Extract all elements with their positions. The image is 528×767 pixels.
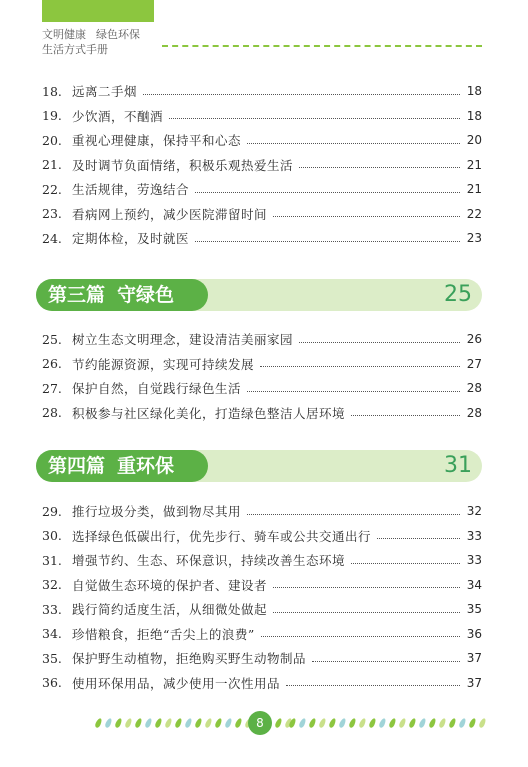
toc-entry[interactable] <box>42 177 482 202</box>
dot-leader <box>247 391 460 392</box>
entry-page: 37 <box>466 675 482 690</box>
section-header-3[interactable] <box>36 279 482 311</box>
dot-leader <box>273 612 460 613</box>
leaf-icon <box>224 717 233 728</box>
toc-entry[interactable] <box>42 79 482 104</box>
toc-entry[interactable] <box>42 202 482 227</box>
entry-title: 保护自然，自觉践行绿色生活 <box>72 381 242 397</box>
entry-page: 23 <box>466 231 482 246</box>
leaf-icon <box>398 717 407 728</box>
leaf-icon <box>298 717 307 728</box>
dot-leader <box>351 415 460 416</box>
page-number: 8 <box>248 711 272 735</box>
section-name: 重环保 <box>117 455 175 477</box>
entry-title: 自觉做生态环境的保护者、建设者 <box>72 577 268 593</box>
entry-title: 看病网上预约，减少医院滞留时间 <box>72 206 268 222</box>
entry-page: 27 <box>466 356 482 371</box>
entry-number: 32. <box>42 577 62 593</box>
entry-number: 21. <box>42 157 62 173</box>
leaf-icon <box>348 717 357 728</box>
entry-number: 25. <box>42 331 62 347</box>
leaf-icon <box>184 717 193 728</box>
header-line1-a: 文明健康 <box>42 28 86 41</box>
running-header <box>42 27 140 57</box>
entry-number: 24. <box>42 230 62 246</box>
header-line1-b: 绿色环保 <box>96 28 140 41</box>
dot-leader <box>312 661 460 662</box>
footer-vine-right <box>290 715 485 731</box>
entry-page: 34 <box>466 577 482 592</box>
entry-page: 28 <box>466 405 482 420</box>
leaf-icon <box>214 717 223 728</box>
toc-entry[interactable] <box>42 548 482 573</box>
entry-number: 26. <box>42 356 62 372</box>
entry-page: 21 <box>466 182 482 197</box>
dot-leader <box>351 563 460 564</box>
entry-page: 18 <box>466 84 482 99</box>
entry-page: 37 <box>466 651 482 666</box>
toc-group-green <box>42 327 482 425</box>
dot-leader <box>195 241 460 242</box>
toc-entry[interactable] <box>42 499 482 524</box>
toc-entry[interactable] <box>42 597 482 622</box>
leaf-icon <box>134 717 143 728</box>
leaf-icon <box>408 717 417 728</box>
leaf-icon <box>468 717 477 728</box>
entry-page: 32 <box>466 504 482 519</box>
entry-page: 33 <box>466 528 482 543</box>
entry-number: 18. <box>42 83 62 99</box>
entry-number: 29. <box>42 503 62 519</box>
toc-entry[interactable] <box>42 226 482 251</box>
toc-entry[interactable] <box>42 646 482 671</box>
toc-entry[interactable] <box>42 104 482 129</box>
entry-title: 远离二手烟 <box>72 84 138 100</box>
toc-entry[interactable] <box>42 622 482 647</box>
entry-page: 22 <box>466 206 482 221</box>
toc-entry[interactable] <box>42 524 482 549</box>
toc-entry[interactable] <box>42 352 482 377</box>
entry-page: 28 <box>466 381 482 396</box>
leaf-icon <box>174 717 183 728</box>
section-label <box>36 279 208 311</box>
dot-leader <box>143 94 460 95</box>
entry-number: 23. <box>42 206 62 222</box>
leaf-icon <box>114 717 123 728</box>
toc-entry[interactable] <box>42 401 482 426</box>
toc-entry[interactable] <box>42 327 482 352</box>
toc-entry[interactable] <box>42 153 482 178</box>
dot-leader <box>286 685 460 686</box>
dot-leader <box>377 538 460 539</box>
section-page: 31 <box>444 453 472 478</box>
leaf-icon <box>368 717 377 728</box>
entry-page: 36 <box>466 626 482 641</box>
entry-title: 定期体检，及时就医 <box>72 231 190 247</box>
leaf-icon <box>124 717 133 728</box>
entry-number: 30. <box>42 528 62 544</box>
entry-title: 选择绿色低碳出行，优先步行、骑车或公共交通出行 <box>72 528 372 544</box>
entry-number: 27. <box>42 380 62 396</box>
entry-title: 节约能源资源，实现可持续发展 <box>72 356 255 372</box>
entry-title: 生活规律，劳逸结合 <box>72 182 190 198</box>
header-line2: 生活方式手册 <box>42 43 108 56</box>
entry-page: 18 <box>466 108 482 123</box>
leaf-icon <box>94 717 103 728</box>
entry-number: 36. <box>42 675 62 691</box>
dot-leader <box>247 514 460 515</box>
entry-number: 31. <box>42 552 62 568</box>
dot-leader <box>299 167 460 168</box>
leaf-icon <box>338 717 347 728</box>
entry-number: 35. <box>42 650 62 666</box>
leaf-icon <box>428 717 437 728</box>
dot-leader <box>195 192 460 193</box>
entry-title: 增强节约、生态、环保意识，持续改善生态环境 <box>72 553 346 569</box>
leaf-icon <box>388 717 397 728</box>
entry-title: 少饮酒，不酗酒 <box>72 108 164 124</box>
entry-title: 重视心理健康，保持平和心态 <box>72 133 242 149</box>
dot-leader <box>299 342 460 343</box>
section-part: 第四篇 <box>48 455 106 477</box>
section-part: 第三篇 <box>48 284 106 306</box>
header-color-bar <box>42 0 154 22</box>
leaf-icon <box>308 717 317 728</box>
entry-title: 及时调节负面情绪，积极乐观热爱生活 <box>72 157 294 173</box>
toc-entry[interactable] <box>42 573 482 598</box>
dot-leader <box>273 587 460 588</box>
entry-page: 33 <box>466 553 482 568</box>
entry-number: 28. <box>42 405 62 421</box>
leaf-icon <box>288 717 297 728</box>
entry-page: 26 <box>466 332 482 347</box>
dot-leader <box>169 118 460 119</box>
entry-title: 树立生态文明理念，建设清洁美丽家园 <box>72 332 294 348</box>
section-label <box>36 450 208 482</box>
leaf-icon <box>358 717 367 728</box>
leaf-icon <box>378 717 387 728</box>
entry-title: 保护野生动植物，拒绝购买野生动物制品 <box>72 651 307 667</box>
leaf-icon <box>154 717 163 728</box>
dot-leader <box>273 216 460 217</box>
entry-title: 使用环保用品，减少使用一次性用品 <box>72 675 281 691</box>
dot-leader <box>247 143 460 144</box>
leaf-icon <box>234 717 243 728</box>
leaf-icon <box>328 717 337 728</box>
leaf-icon <box>418 717 427 728</box>
leaf-icon <box>458 717 467 728</box>
toc-entry[interactable] <box>42 128 482 153</box>
entry-page: 20 <box>466 133 482 148</box>
leaf-icon <box>478 717 487 728</box>
entry-page: 35 <box>466 602 482 617</box>
leaf-icon <box>318 717 327 728</box>
entry-title: 践行简约适度生活，从细微处做起 <box>72 602 268 618</box>
leaf-icon <box>194 717 203 728</box>
leaf-icon <box>204 717 213 728</box>
section-header-4[interactable] <box>36 450 482 482</box>
entry-title: 珍惜粮食，拒绝“舌尖上的浪费” <box>72 626 255 642</box>
entry-number: 34. <box>42 626 62 642</box>
leaf-icon <box>438 717 447 728</box>
dot-leader <box>261 636 460 637</box>
toc-group-environment <box>42 499 482 695</box>
toc-entry[interactable] <box>42 671 482 696</box>
leaf-icon <box>144 717 153 728</box>
entry-title: 积极参与社区绿化美化，打造绿色整洁人居环境 <box>72 405 346 421</box>
dot-leader <box>260 366 460 367</box>
leaf-icon <box>448 717 457 728</box>
entry-title: 推行垃圾分类，做到物尽其用 <box>72 504 242 520</box>
toc-entry[interactable] <box>42 376 482 401</box>
leaf-icon <box>104 717 113 728</box>
leaf-icon <box>164 717 173 728</box>
section-name: 守绿色 <box>117 284 175 306</box>
entry-number: 20. <box>42 132 62 148</box>
entry-number: 19. <box>42 108 62 124</box>
header-dashed-divider <box>162 45 482 47</box>
entry-number: 22. <box>42 181 62 197</box>
section-page: 25 <box>444 282 472 307</box>
leaf-icon <box>274 717 283 728</box>
entry-page: 21 <box>466 157 482 172</box>
toc-group-health <box>42 79 482 251</box>
entry-number: 33. <box>42 601 62 617</box>
